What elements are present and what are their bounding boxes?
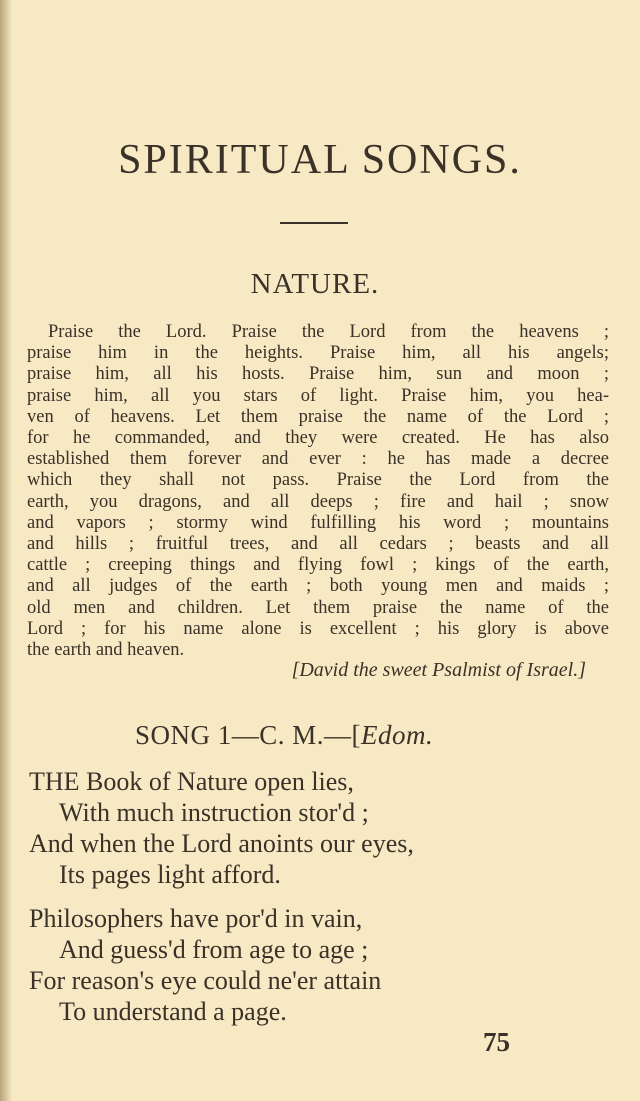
prose-line: praise him in the heights. Praise him, all his angels; xyxy=(27,343,609,364)
verse-line: To understand a page. xyxy=(59,997,287,1026)
prose-line: established them forever and ever : he has made a decree xyxy=(27,449,609,470)
prose-line: earth, you dragons, and all deeps ; fire and hail ; snow xyxy=(27,491,609,512)
verse-line: For reason's eye could ne'er attain xyxy=(29,966,382,995)
song-number-meter: SONG 1—C. M.—[ xyxy=(135,720,362,750)
prose-paragraph xyxy=(27,322,609,661)
prose-line: cattle ; creeping things and flying fowl ; kings of the earth, xyxy=(27,555,609,576)
page-title: SPIRITUAL SONGS. xyxy=(118,137,522,183)
stanza-2 xyxy=(29,903,381,1027)
verse-line: And guess'd from age to age ; xyxy=(59,935,369,964)
divider-rule xyxy=(280,222,348,224)
verse-line: Philosophers have por'd in vain, xyxy=(29,904,363,933)
song-tune: Edom. xyxy=(361,720,434,750)
prose-line: for he commanded, and they were created. He has also xyxy=(27,428,609,449)
prose-line: and hills ; fruitful trees, and all cedars ; beasts and all xyxy=(27,534,609,555)
stanza-1 xyxy=(29,766,414,890)
prose-line: old men and children. Let them praise the name of the xyxy=(27,597,609,618)
prose-line: and vapors ; stormy wind fulfilling his word ; mountains xyxy=(27,512,609,533)
section-heading: NATURE. xyxy=(250,268,380,300)
prose-line: ven of heavens. Let them praise the name of the Lord ; xyxy=(27,406,609,427)
page-number: 75 xyxy=(483,1027,510,1057)
prose-line: praise him, all his hosts. Praise him, sun and moon ; xyxy=(27,364,609,385)
prose-line: Praise the Lord. Praise the Lord from the heavens ; xyxy=(48,322,609,342)
prose-line: which they shall not pass. Praise the Lord from the xyxy=(27,470,609,491)
verse-line: With much instruction stor'd ; xyxy=(59,798,369,827)
prose-line: and all judges of the earth ; both young men and maids ; xyxy=(27,576,609,597)
song-heading xyxy=(135,720,433,751)
prose-line: the earth and heaven. xyxy=(27,640,185,661)
attribution: [David the sweet Psalmist of Israel.] xyxy=(291,659,586,681)
verse-line: And when the Lord anoints our eyes, xyxy=(29,829,414,858)
verse-line: THE Book of Nature open lies, xyxy=(29,767,354,796)
verse-line: Its pages light afford. xyxy=(59,860,281,889)
prose-line: praise him, all you stars of light. Praise him, you hea- xyxy=(27,385,609,406)
prose-line: Lord ; for his name alone is excellent ; his glory is above xyxy=(27,618,609,639)
